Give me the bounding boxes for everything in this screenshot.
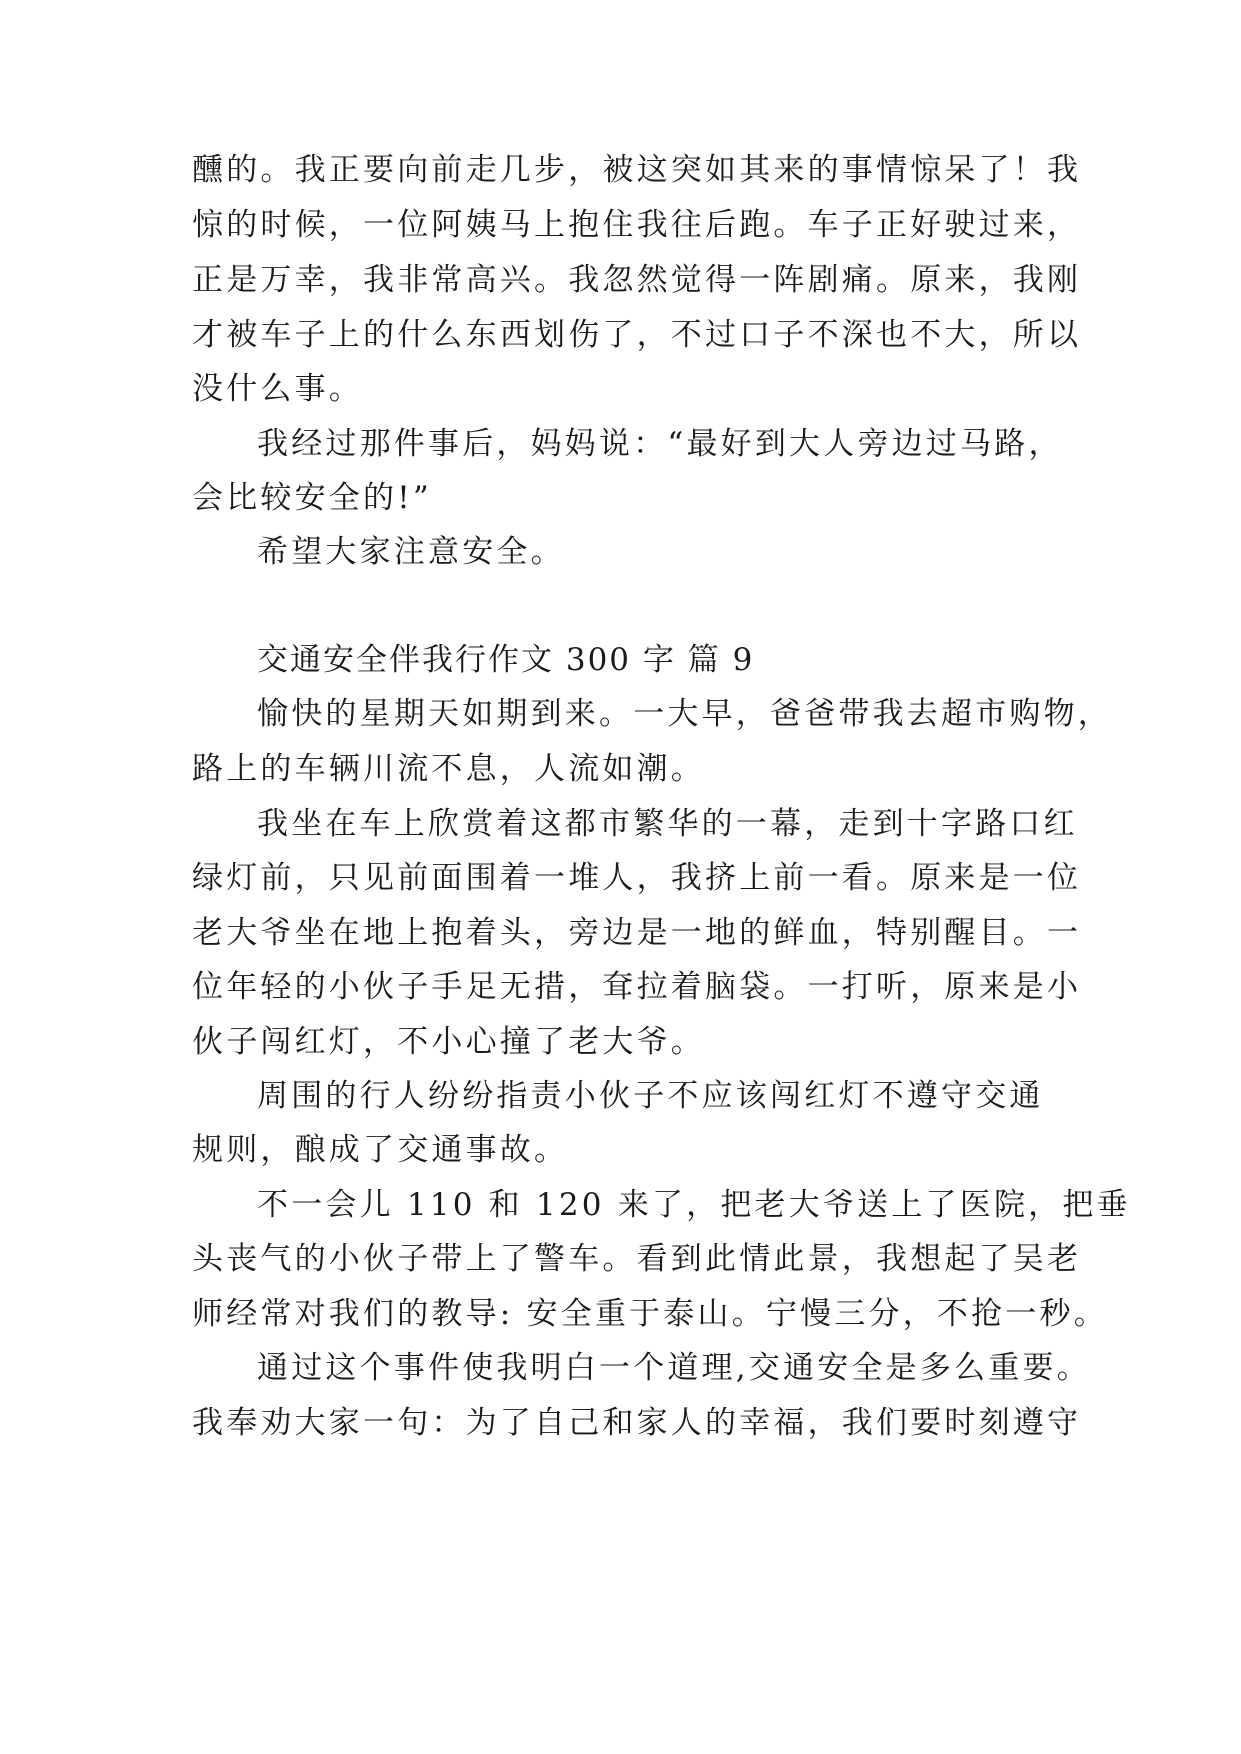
section-heading: 交通安全伴我行作文 300 字 篇 9: [257, 642, 755, 678]
text-line: 惊的时候，一位阿姨马上抱住我往后跑。车子正好驶过来，: [192, 207, 1082, 243]
text-line: 才被车子上的什么东西划伤了，不过口子不深也不大，所以: [192, 317, 1082, 353]
text-line: 周围的行人纷纷指责小伙子不应该闯红灯不遵守交通: [257, 1078, 1044, 1114]
text-line: 没什么事。: [192, 371, 363, 407]
text-line: 愉快的星期天如期到来。一大早，爸爸带我去超市购物，: [257, 696, 1112, 732]
text-line: 会比较安全的!”: [192, 480, 432, 516]
text-line: 路上的车辆川流不息，人流如潮。: [192, 751, 705, 787]
text-line: 绿灯前，只见前面围着一堆人，我挤上前一看。原来是一位: [192, 860, 1082, 896]
text-line: 规则，酿成了交通事故。: [192, 1132, 569, 1168]
text-line: 老大爷坐在地上抱着头，旁边是一地的鲜血，特别醒目。一: [192, 915, 1082, 951]
text-line: 伙子闯红灯，不小心撞了老大爷。: [192, 1024, 705, 1060]
text-line: 师经常对我们的教导: 安全重于泰山。宁慢三分，不抢一秒。: [192, 1296, 1108, 1332]
text-line: 我坐在车上欣赏着这都市繁华的一幕，走到十字路口红: [257, 806, 1078, 842]
text-line: 正是万幸，我非常高兴。我忽然觉得一阵剧痛。原来，我刚: [192, 262, 1082, 298]
text-line: 我奉劝大家一句：为了自己和家人的幸福，我们要时刻遵守: [192, 1405, 1082, 1441]
text-line: 通过这个事件使我明白一个道理,交通安全是多么重要。: [257, 1350, 1091, 1386]
text-line: 位年轻的小伙子手足无措，耷拉着脑袋。一打听，原来是小: [192, 969, 1082, 1005]
text-line: 我经过那件事后，妈妈说：“最好到大人旁边过马路，: [257, 426, 1063, 462]
text-line: 头丧气的小伙子带上了警车。看到此情此景，我想起了吴老: [192, 1241, 1082, 1277]
text-line: 醺的。我正要向前走几步，被这突如其来的事情惊呆了！我: [192, 152, 1082, 188]
text-line: 希望大家注意安全。: [257, 534, 565, 570]
text-line: 不一会儿 110 和 120 来了，把老大爷送上了医院，把垂: [257, 1187, 1131, 1223]
